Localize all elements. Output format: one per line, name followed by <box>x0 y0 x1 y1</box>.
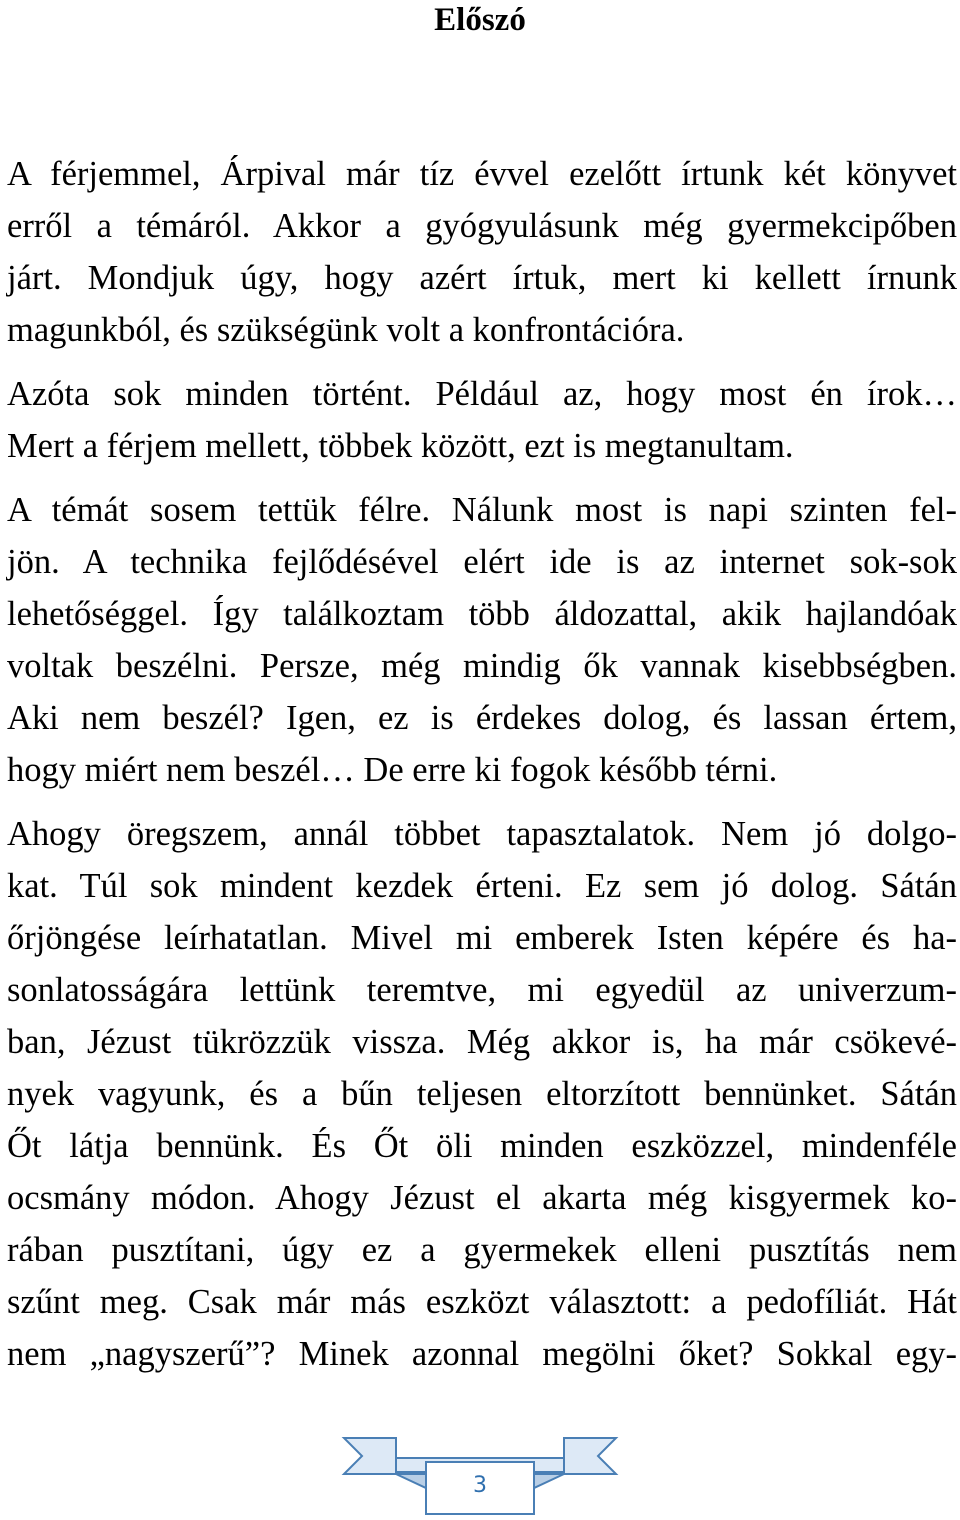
text-line: nyek vagyunk, és a bűn teljesen eltorzított bennünket. Sátán <box>7 1075 957 1113</box>
ribbon-left-fold <box>396 1474 426 1488</box>
text-line: Őt látja bennünk. És Őt öli minden eszközzel, mindenféle <box>7 1127 957 1165</box>
ribbon-left-tail <box>344 1438 396 1474</box>
text-line: Mert a férjem mellett, többek között, ezt is megtanultam. <box>7 427 794 465</box>
text-line: voltak beszélni. Persze, még mindig ők vannak kisebbségben. <box>7 647 957 685</box>
text-line: őrjöngése leírhatatlan. Mivel mi emberek Isten képére és ha- <box>7 919 957 957</box>
text-line: ban, Jézust tükrözzük vissza. Még akkor is, ha már csökevé- <box>7 1023 957 1061</box>
text-line: Azóta sok minden történt. Például az, hogy most én írok… <box>7 375 957 413</box>
text-line: Ahogy öregszem, annál többet tapasztalatok. Nem jó dolgo- <box>7 815 957 853</box>
text-line: jön. A technika fejlődésével elért ide is az internet sok-sok <box>7 543 957 581</box>
text-line: A témát sosem tettük félre. Nálunk most is napi szinten fel- <box>7 491 957 529</box>
page-number-ribbon <box>340 1428 620 1518</box>
text-line: erről a témáról. Akkor a gyógyulásunk még gyermekcipőben <box>7 207 957 245</box>
text-line: nem „nagyszerű”? Minek azonnal megölni őket? Sokkal egy- <box>7 1335 957 1373</box>
text-line: A férjemmel, Árpival már tíz évvel ezelőtt írtunk két könyvet <box>7 155 957 193</box>
text-line: járt. Mondjuk úgy, hogy azért írtuk, mert ki kellett írnunk <box>7 259 957 297</box>
ribbon-right-tail <box>564 1438 616 1474</box>
text-line: lehetőséggel. Így találkoztam több áldozattal, akik hajlandóak <box>7 595 957 633</box>
text-line: sonlatosságára lettünk teremtve, mi egyedül az univerzum- <box>7 971 957 1009</box>
text-line: kat. Túl sok mindent kezdek érteni. Ez sem jó dolog. Sátán <box>7 867 957 905</box>
text-line: ocsmány módon. Ahogy Jézust el akarta még kisgyermek ko- <box>7 1179 957 1217</box>
text-line: hogy miért nem beszél… De erre ki fogok később térni. <box>7 751 778 789</box>
page-title: Előszó <box>434 2 526 38</box>
text-line: rában pusztítani, úgy ez a gyermekek elleni pusztítás nem <box>7 1231 957 1269</box>
page-number: 3 <box>473 1473 487 1498</box>
text-line: magunkból, és szükségünk volt a konfrontációra. <box>7 311 685 349</box>
body-text <box>7 148 957 1380</box>
ribbon-right-fold <box>534 1474 564 1488</box>
text-line: szűnt meg. Csak már más eszközt választott: a pedofíliát. Hát <box>7 1283 957 1321</box>
text-line: Aki nem beszél? Igen, ez is érdekes dolog, és lassan értem, <box>7 699 957 737</box>
